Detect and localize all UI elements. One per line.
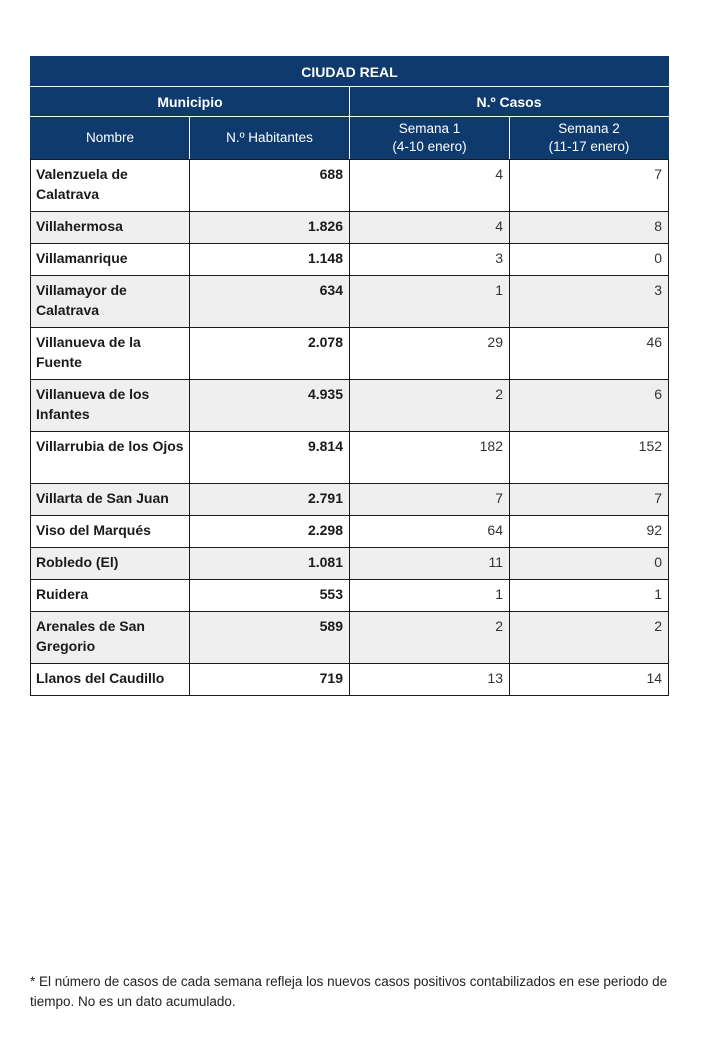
cell-habitantes: 634 (190, 276, 350, 328)
table-row (31, 432, 669, 484)
cell-semana2: 7 (510, 484, 669, 516)
group-header-casos: N.º Casos (350, 87, 669, 117)
semana1-range: (4-10 enero) (392, 139, 467, 154)
cell-nombre: Arenales de San Gregorio (31, 612, 190, 664)
cell-habitantes: 4.935 (190, 380, 350, 432)
table-row (31, 548, 669, 580)
cell-nombre: Ruidera (31, 580, 190, 612)
cell-habitantes: 1.148 (190, 244, 350, 276)
group-header-municipio: Municipio (31, 87, 350, 117)
column-header-semana2 (510, 117, 669, 160)
table-row (31, 580, 669, 612)
cell-habitantes: 9.814 (190, 432, 350, 484)
cell-nombre: Robledo (El) (31, 548, 190, 580)
cell-nombre: Valenzuela de Calatrava (31, 160, 190, 212)
cell-habitantes: 2.791 (190, 484, 350, 516)
cases-table-container (30, 56, 668, 696)
cell-nombre: Villarta de San Juan (31, 484, 190, 516)
cell-habitantes: 589 (190, 612, 350, 664)
cell-habitantes: 2.298 (190, 516, 350, 548)
cell-semana2: 3 (510, 276, 669, 328)
cell-semana1: 1 (350, 580, 510, 612)
semana2-label: Semana 2 (558, 121, 620, 136)
cell-semana2: 92 (510, 516, 669, 548)
cases-table (30, 56, 669, 696)
cell-semana1: 29 (350, 328, 510, 380)
table-row (31, 380, 669, 432)
cell-semana2: 2 (510, 612, 669, 664)
cell-nombre: Villanueva de los Infantes (31, 380, 190, 432)
table-row (31, 328, 669, 380)
cell-semana2: 0 (510, 244, 669, 276)
cell-semana1: 7 (350, 484, 510, 516)
cell-nombre: Villamanrique (31, 244, 190, 276)
table-title: CIUDAD REAL (31, 57, 669, 87)
cell-habitantes: 1.826 (190, 212, 350, 244)
cell-semana2: 8 (510, 212, 669, 244)
column-header-semana1 (350, 117, 510, 160)
semana1-label: Semana 1 (398, 121, 461, 136)
table-row (31, 276, 669, 328)
cell-semana1: 4 (350, 212, 510, 244)
cell-semana1: 4 (350, 160, 510, 212)
table-row (31, 516, 669, 548)
cell-semana1: 3 (350, 244, 510, 276)
cell-semana1: 1 (350, 276, 510, 328)
cell-semana1: 13 (350, 664, 510, 696)
cell-habitantes: 553 (190, 580, 350, 612)
cell-semana1: 2 (350, 380, 510, 432)
cell-habitantes: 719 (190, 664, 350, 696)
cell-semana1: 182 (350, 432, 510, 484)
cell-semana2: 1 (510, 580, 669, 612)
cell-semana2: 152 (510, 432, 669, 484)
table-row (31, 212, 669, 244)
cell-semana1: 64 (350, 516, 510, 548)
cell-habitantes: 1.081 (190, 548, 350, 580)
cell-nombre: Villahermosa (31, 212, 190, 244)
cell-nombre: Villamayor de Calatrava (31, 276, 190, 328)
cell-semana1: 2 (350, 612, 510, 664)
cell-semana1: 11 (350, 548, 510, 580)
cell-semana2: 7 (510, 160, 669, 212)
table-row (31, 244, 669, 276)
column-header-habitantes: N.º Habitantes (190, 117, 350, 160)
footnote: * El número de casos de cada semana refleja los nuevos casos positivos contabilizados en ese periodo de tiempo. No es un dato acumulado. (30, 973, 668, 1009)
table-row (31, 612, 669, 664)
cell-semana2: 46 (510, 328, 669, 380)
table-row (31, 484, 669, 516)
cell-semana2: 6 (510, 380, 669, 432)
cell-semana2: 14 (510, 664, 669, 696)
cell-nombre: Villarrubia de los Ojos (31, 432, 190, 484)
column-header-nombre: Nombre (31, 117, 190, 160)
cell-habitantes: 688 (190, 160, 350, 212)
cell-nombre: Viso del Marqués (31, 516, 190, 548)
table-row (31, 160, 669, 212)
cell-nombre: Villanueva de la Fuente (31, 328, 190, 380)
cell-semana2: 0 (510, 548, 669, 580)
semana2-range: (11-17 enero) (548, 139, 630, 154)
cell-nombre: Llanos del Caudillo (31, 664, 190, 696)
cell-habitantes: 2.078 (190, 328, 350, 380)
table-row (31, 664, 669, 696)
